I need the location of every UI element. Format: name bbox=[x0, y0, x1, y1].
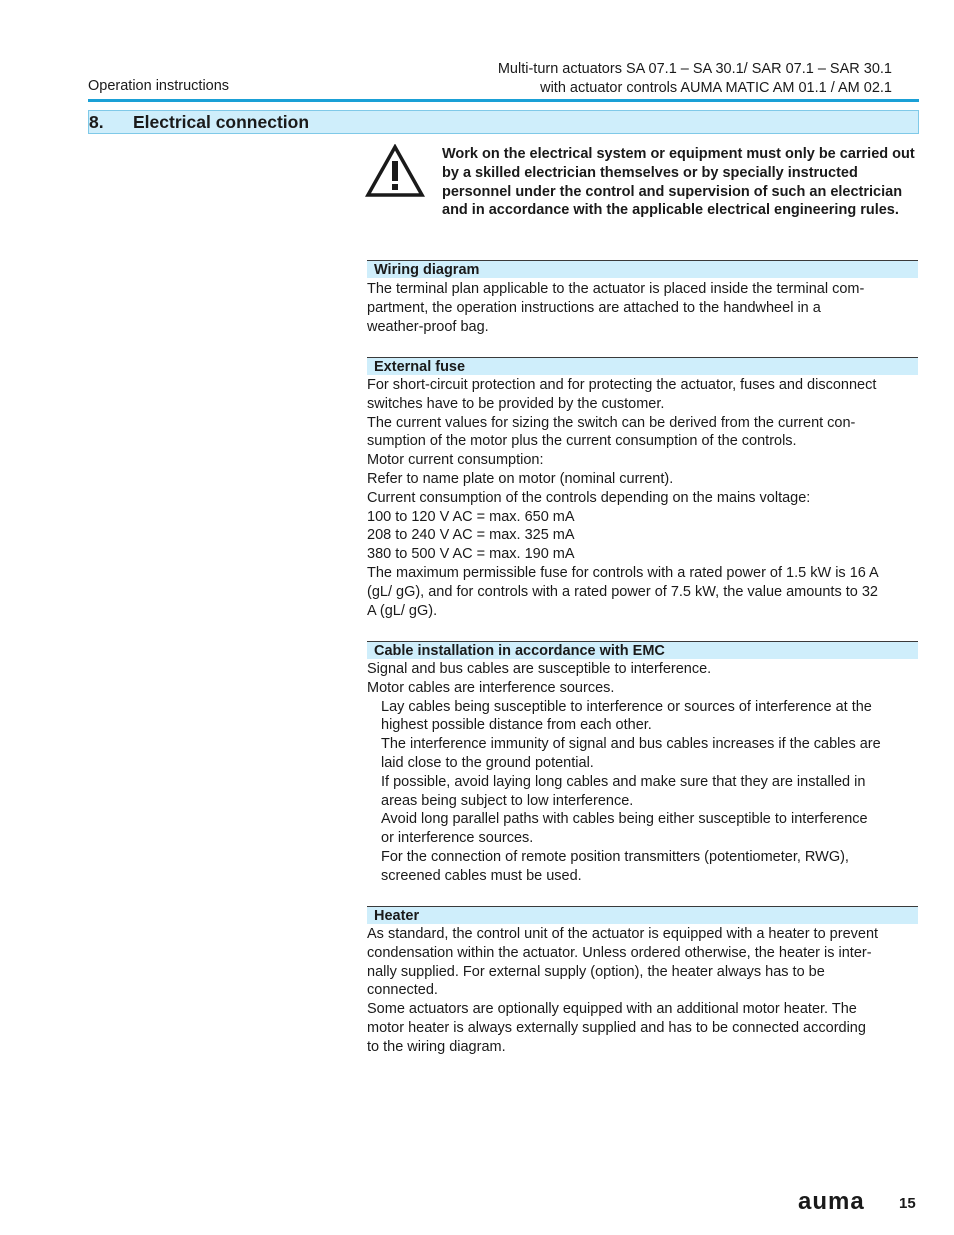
list-item-line: For the connection of remote position transmitters (potentiometer, RWG), bbox=[381, 848, 849, 865]
text-line: As standard, the control unit of the actuator is equipped with a heater to prevent bbox=[367, 926, 879, 942]
subheading-cable-installation-emc bbox=[367, 641, 918, 659]
list-item-line: Lay cables being susceptible to interference or sources of interference at the bbox=[381, 698, 872, 715]
text-line: switches have to be provided by the customer. bbox=[367, 395, 665, 412]
cable-installation-text bbox=[367, 660, 919, 886]
voltage-line: 208 to 240 V AC = max. 325 mA bbox=[367, 527, 575, 544]
text-line: A (gL/ gG). bbox=[367, 602, 438, 619]
text-line: condensation within the actuator. Unless ordered otherwise, the heater is inter- bbox=[367, 944, 872, 961]
voltage-line: 380 to 500 V AC = max. 190 mA bbox=[367, 546, 575, 563]
section-heading bbox=[88, 110, 919, 134]
text-line: Current consumption of the controls depending on the mains voltage: bbox=[367, 489, 811, 506]
text-line: The terminal plan applicable to the actuator is placed inside the terminal com- bbox=[367, 281, 865, 297]
subheading-heater bbox=[367, 906, 918, 924]
text-line: partment, the operation instructions are attached to the handwheel in a bbox=[367, 299, 821, 316]
text-line: Signal and bus cables are susceptible to interference. bbox=[367, 661, 712, 677]
text-line: weather-proof bag. bbox=[367, 318, 489, 335]
list-item-line: areas being subject to low interference. bbox=[381, 792, 634, 809]
subheading-title: External fuse bbox=[374, 359, 466, 375]
text-line: The maximum permissible fuse for controls with a rated power of 1.5 kW is 16 A bbox=[367, 564, 879, 581]
brand-name: auma bbox=[798, 1190, 865, 1214]
list-item-line: Avoid long parallel paths with cables being either susceptible to interference bbox=[381, 811, 868, 828]
text-line: connected. bbox=[367, 982, 438, 999]
header-title-line-1: Multi-turn actuators SA 07.1 – SA 30.1/ SAR 07.1 – SAR 30.1 bbox=[497, 61, 892, 77]
auma-logo bbox=[798, 1190, 874, 1214]
subheading-title: Heater bbox=[374, 908, 420, 924]
warning-text: Work on the electrical system or equipment must only be carried out by a skilled electrician themselves or by specially instructed personnel under the control and supervision of such an electrician and in accordance with the applicable electrical engineering rules. bbox=[442, 146, 915, 219]
list-item-line: laid close to the ground potential. bbox=[381, 754, 594, 771]
text-line: motor heater is always externally supplied and has to be connected according bbox=[367, 1019, 866, 1036]
text-line: nally supplied. For external supply (option), the heater always has to be bbox=[367, 963, 825, 980]
section-title: Electrical connection bbox=[133, 112, 310, 132]
subheading-title: Wiring diagram bbox=[374, 262, 480, 278]
header-doc-type: Operation instructions bbox=[88, 78, 230, 94]
header-title-line-2: with actuator controls AUMA MATIC AM 01.1 / AM 02.1 bbox=[540, 80, 892, 96]
text-line: The current values for sizing the switch can be derived from the current con- bbox=[367, 414, 856, 431]
voltage-line: 100 to 120 V AC = max. 650 mA bbox=[367, 508, 575, 525]
header-rule bbox=[88, 99, 919, 102]
text-line: to the wiring diagram. bbox=[367, 1038, 506, 1055]
text-line: sumption of the motor plus the current consumption of the controls. bbox=[367, 433, 797, 450]
subheading-title: Cable installation in accordance with EMC bbox=[374, 643, 665, 659]
section-number: 8. bbox=[89, 112, 104, 132]
subheading-external-fuse bbox=[367, 357, 918, 375]
text-line: Motor current consumption: bbox=[367, 452, 544, 469]
text-line: Motor cables are interference sources. bbox=[367, 679, 615, 696]
list-item-line: screened cables must be used. bbox=[381, 867, 582, 884]
heater-text bbox=[367, 925, 919, 1057]
header-doc-title bbox=[498, 60, 892, 98]
external-fuse-text bbox=[367, 376, 919, 620]
text-line: Some actuators are optionally equipped with an additional motor heater. The bbox=[367, 1001, 857, 1018]
wiring-diagram-text bbox=[367, 280, 919, 336]
list-item-line: If possible, avoid laying long cables and make sure that they are installed in bbox=[381, 773, 866, 790]
text-line: (gL/ gG), and for controls with a rated power of 7.5 kW, the value amounts to 32 bbox=[367, 583, 878, 600]
text-line: For short-circuit protection and for protecting the actuator, fuses and disconnect bbox=[367, 377, 877, 393]
list-item-line: or interference sources. bbox=[381, 830, 534, 847]
list-item-line: The interference immunity of signal and bus cables increases if the cables are bbox=[381, 736, 881, 753]
page-number: 15 bbox=[899, 1195, 916, 1212]
warning-triangle-icon bbox=[365, 144, 425, 198]
subheading-wiring-diagram bbox=[367, 260, 918, 278]
text-line: Refer to name plate on motor (nominal current). bbox=[367, 470, 674, 487]
list-item-line: highest possible distance from each other. bbox=[381, 717, 652, 734]
